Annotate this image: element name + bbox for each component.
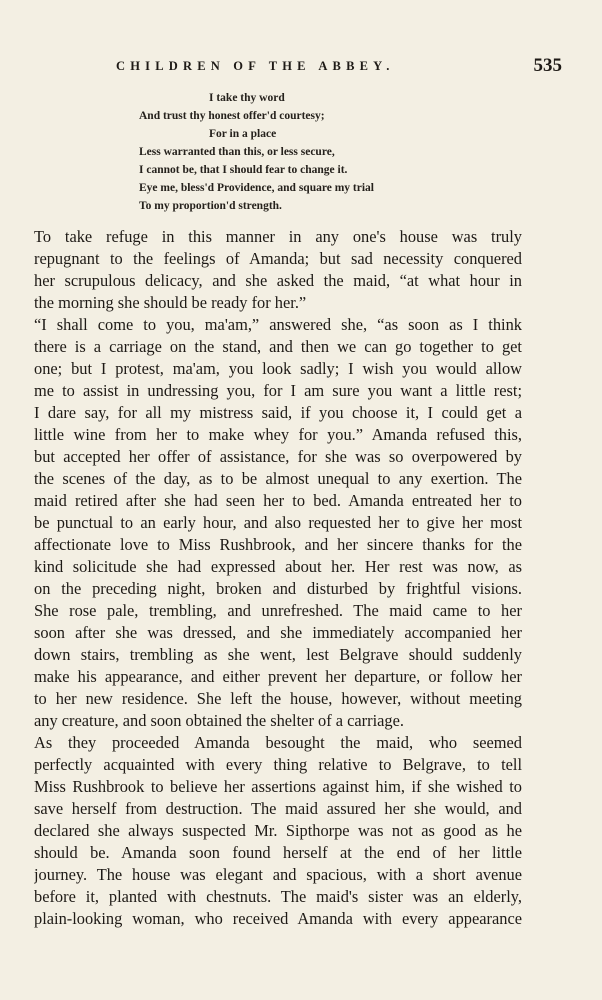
body-line: affectionate love to Miss Rushbrook, and her sincere thanks for the [34,535,522,554]
body-line: plain-looking woman, who received Amanda with every appearance [34,909,522,928]
running-head [34,55,570,79]
verse-line: Less warranted than this, or less secure, [139,146,335,158]
verse-line: I take thy word [209,92,285,104]
verse-line: I cannot be, that I should fear to change it. [139,164,348,176]
body-line: perfectly acquainted with every thing relative to Belgrave, to tell [34,755,522,774]
body-line: me to assist in undressing you, for I am sure you want a little rest; [34,381,522,400]
body-line: maid retired after she had seen her to bed. Amanda entreated her to [34,491,522,510]
body-line: one; but I protest, ma'am, you look sadly; I wish you would allow [34,359,522,378]
body-line: any creature, and soon obtained the shelter of a carriage. [34,711,404,730]
body-line: there is a carriage on the stand, and then we can go together to get [34,337,522,356]
body-line: As they proceeded Amanda besought the maid, who seemed [34,733,522,752]
body-line: the morning she should be ready for her.” [34,293,307,312]
body-line: make his appearance, and either prevent her departure, or follow her [34,667,522,686]
body-line: little wine from her to make whey for you.” Amanda refused this, [34,425,522,444]
body-line: declared she always suspected Mr. Sipthorpe was not as good as he [34,821,522,840]
body-line: the scenes of the day, as to be almost unequal to any exertion. The [34,469,522,488]
body-line: “I shall come to you, ma'am,” answered she, “as soon as I think [34,315,522,334]
body-line: but accepted her offer of assistance, for she was so overpowered by [34,447,522,466]
body-line: her scrupulous delicacy, and she asked the maid, “at what hour in [34,271,522,290]
body-line: before it, planted with chestnuts. The maid's sister was an elderly, [34,887,522,906]
verse-line: To my proportion'd strength. [139,200,282,212]
page-number: 535 [533,55,562,76]
body-line: to her new residence. She left the house, however, without meeting [34,689,522,708]
verse-line: For in a place [209,128,277,140]
body-line: To take refuge in this manner in any one's house was truly [34,227,522,246]
body-line: repugnant to the feelings of Amanda; but sad necessity conquered [34,249,522,268]
body-line: She rose pale, trembling, and unrefreshed. The maid came to her [34,601,522,620]
verse-line: Eye me, bless'd Providence, and square my trial [139,182,375,194]
body-line: down stairs, trembling as she went, lest Belgrave should suddenly [34,645,522,664]
body-line: Miss Rushbrook to believe her assertions against him, if she wished to [34,777,522,796]
body-line: should be. Amanda soon found herself at the end of her little [34,843,522,862]
body-line: journey. The house was elegant and spacious, with a short avenue [34,865,522,884]
running-title: CHILDREN OF THE ABBEY. [116,59,395,73]
body-line: on the preceding night, broken and disturbed by frightful visions. [34,579,522,598]
body-line: be punctual to an early hour, and also requested her to give her most [34,513,522,532]
body-line: kind solicitude she had expressed about her. Her rest was now, as [34,557,522,576]
body-line: save herself from destruction. The maid assured her she would, and [34,799,522,818]
body-line: soon after she was dressed, and she immediately accompanied her [34,623,522,642]
verse-line: And trust thy honest offer'd courtesy; [139,110,325,122]
body-line: I dare say, for all my mistress said, if you choose it, I could get a [34,403,522,422]
